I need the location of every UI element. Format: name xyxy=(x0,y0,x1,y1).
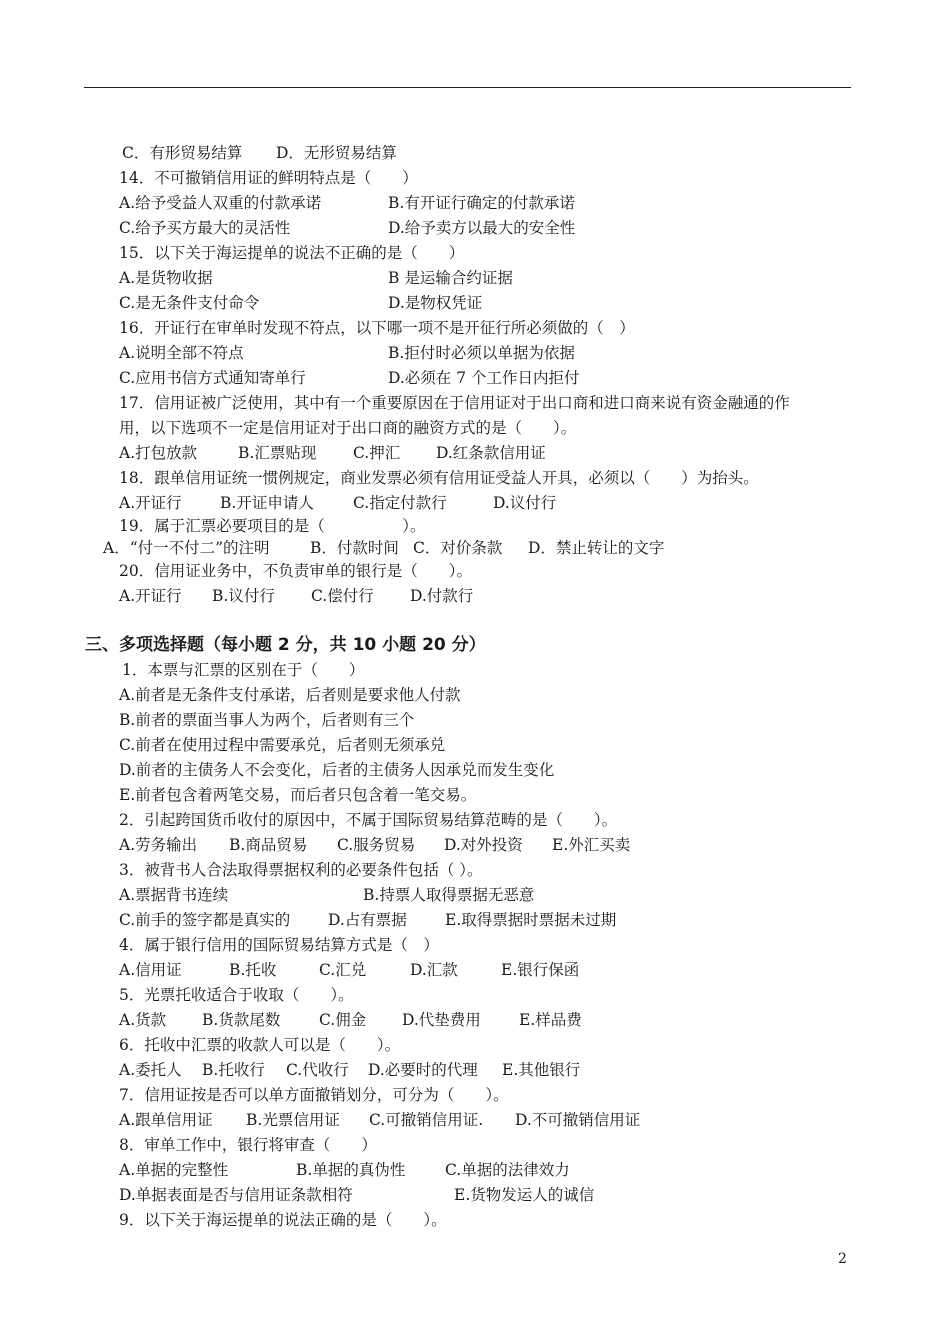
mq4-options-3: C.汇兑 xyxy=(319,961,367,979)
q13-options-cd-2: D．无形贸易结算 xyxy=(276,144,397,162)
q18-options-2: B.开证申请人 xyxy=(220,494,314,512)
mq2-stem: 2．引起跨国货币收付的原因中，不属于国际贸易结算范畴的是（ ）。 xyxy=(119,811,618,829)
mq6-options-1: A.委托人 xyxy=(119,1061,182,1079)
q20-stem: 20．信用证业务中，不负责审单的银行是（ ）。 xyxy=(119,562,472,580)
mq2-options-5: E.外汇买卖 xyxy=(552,836,631,854)
q16-options-cd-1: C.应用书信方式通知寄单行 xyxy=(119,369,306,387)
mq5-options-1: A.货款 xyxy=(119,1011,167,1029)
q18-options-1: A.开证行 xyxy=(119,494,182,512)
mq4-stem: 4．属于银行信用的国际贸易结算方式是（ ） xyxy=(119,936,439,954)
q20-options-4: D.付款行 xyxy=(410,587,474,605)
q18-stem: 18．跟单信用证统一惯例规定，商业发票必须有信用证受益人开具，必须以（ ）为抬头。 xyxy=(119,469,759,487)
q19-options-4: D．禁止转让的文字 xyxy=(528,539,665,557)
header-rule xyxy=(84,87,851,88)
mq3-options-ab-1: A.票据背书连续 xyxy=(119,886,229,904)
mq1-option-a: A.前者是无条件支付承诺，后者则是要求他人付款 xyxy=(119,686,461,704)
q16-options-ab-1: A.说明全部不符点 xyxy=(119,344,244,362)
mq1-option-b: B.前者的票面当事人为两个，后者则有三个 xyxy=(119,711,415,729)
q17-stem-line1: 17．信用证被广泛使用，其中有一个重要原因在于信用证对于出口商和进口商来说有资金融通的作 xyxy=(119,394,790,412)
q17-stem-line2: 用，以下选项不一定是信用证对于出口商的融资方式的是（ ）。 xyxy=(119,419,577,437)
q16-options-cd-2: D.必须在 7 个工作日内拒付 xyxy=(388,369,580,387)
mq8-options-de-1: D.单据表面是否与信用证条款相符 xyxy=(119,1186,353,1204)
mq7-stem: 7．信用证按是否可以单方面撤销划分，可分为（ ）。 xyxy=(119,1086,509,1104)
q19-options-2: B．付款时间 xyxy=(310,539,399,557)
q14-options-cd-1: C.给予买方最大的灵活性 xyxy=(119,219,291,237)
mq4-options-5: E.银行保函 xyxy=(501,961,580,979)
mq6-options-5: E.其他银行 xyxy=(502,1061,581,1079)
mq6-options-2: B.托收行 xyxy=(202,1061,265,1079)
q15-options-cd-2: D.是物权凭证 xyxy=(388,294,483,312)
q15-options-ab-1: A.是货物收据 xyxy=(119,269,213,287)
q20-options-1: A.开证行 xyxy=(119,587,182,605)
q16-options-ab-2: B.拒付时必须以单据为依据 xyxy=(388,344,575,362)
q18-options-4: D.议付行 xyxy=(493,494,557,512)
mq8-options-abc-2: B.单据的真伪性 xyxy=(296,1161,406,1179)
q15-options-cd-1: C.是无条件支付命令 xyxy=(119,294,260,312)
q13-options-cd-1: C．有形贸易结算 xyxy=(122,144,243,162)
q14-options-ab-1: A.给予受益人双重的付款承诺 xyxy=(119,194,322,212)
mq7-options-1: A.跟单信用证 xyxy=(119,1111,213,1129)
mq7-options-4: D.不可撤销信用证 xyxy=(515,1111,641,1129)
q14-options-cd-2: D.给予卖方以最大的安全性 xyxy=(388,219,576,237)
mq4-options-2: B.托收 xyxy=(229,961,277,979)
mq4-options-4: D.汇款 xyxy=(410,961,458,979)
mq3-options-cde-3: E.取得票据时票据未过期 xyxy=(445,911,617,929)
q15-options-ab-2: B 是运输合约证据 xyxy=(388,269,513,287)
q19-options-1: A．“付一不付二”的注明 xyxy=(103,539,270,557)
mq2-options-4: D.对外投资 xyxy=(444,836,523,854)
mq2-options-3: C.服务贸易 xyxy=(337,836,416,854)
mq5-options-2: B.货款尾数 xyxy=(202,1011,281,1029)
q14-stem: 14．不可撤销信用证的鲜明特点是（ ） xyxy=(119,169,418,187)
mq1-stem: 1．本票与汇票的区别在于（ ） xyxy=(122,661,365,679)
mq5-stem: 5．光票托收适合于收取（ ）。 xyxy=(119,986,354,1004)
mq1-option-d: D.前者的主债务人不会变化，后者的主债务人因承兑而发生变化 xyxy=(119,761,555,779)
q17-options-2: B.汇票贴现 xyxy=(238,444,317,462)
mq3-options-ab-2: B.持票人取得票据无恶意 xyxy=(363,886,535,904)
mq6-stem: 6．托收中汇票的收款人可以是（ ）。 xyxy=(119,1036,401,1054)
mq1-option-e: E.前者包含着两笔交易，而后者只包含着一笔交易。 xyxy=(119,786,477,804)
q15-stem: 15．以下关于海运提单的说法不正确的是（ ） xyxy=(119,244,465,262)
mq8-options-abc-3: C.单据的法律效力 xyxy=(445,1161,570,1179)
mq7-options-3: C.可撤销信用证. xyxy=(369,1111,484,1129)
mq8-stem: 8．审单工作中，银行将审查（ ） xyxy=(119,1136,377,1154)
mq5-options-3: C.佣金 xyxy=(319,1011,367,1029)
mq6-options-4: D.必要时的代理 xyxy=(368,1061,478,1079)
mq6-options-3: C.代收行 xyxy=(286,1061,349,1079)
q18-options-3: C.指定付款行 xyxy=(353,494,447,512)
section3-heading: 三、多项选择题（每小题 2 分，共 10 小题 20 分） xyxy=(85,635,486,655)
mq3-options-cde-1: C.前手的签字都是真实的 xyxy=(119,911,291,929)
q20-options-3: C.偿付行 xyxy=(311,587,374,605)
mq3-stem: 3．被背书人合法取得票据权利的必要条件包括（ ）。 xyxy=(119,861,483,879)
q14-options-ab-2: B.有开证行确定的付款承诺 xyxy=(388,194,575,212)
page-number: 2 xyxy=(838,1251,847,1267)
mq3-options-cde-2: D.占有票据 xyxy=(328,911,407,929)
q17-options-1: A.打包放款 xyxy=(119,444,198,462)
mq1-option-c: C.前者在使用过程中需要承兑，后者则无须承兑 xyxy=(119,736,446,754)
mq5-options-5: E.样品费 xyxy=(519,1011,582,1029)
q19-options-3: C．对价条款 xyxy=(413,539,503,557)
mq8-options-de-2: E.货物发运人的诚信 xyxy=(454,1186,595,1204)
mq2-options-1: A.劳务输出 xyxy=(119,836,198,854)
mq8-options-abc-1: A.单据的完整性 xyxy=(119,1161,229,1179)
mq4-options-1: A.信用证 xyxy=(119,961,182,979)
q17-options-3: C.押汇 xyxy=(353,444,401,462)
mq2-options-2: B.商品贸易 xyxy=(229,836,308,854)
mq5-options-4: D.代垫费用 xyxy=(402,1011,481,1029)
q19-stem: 19．属于汇票必要项目的是（ ）。 xyxy=(119,517,426,535)
mq7-options-2: B.光票信用证 xyxy=(246,1111,340,1129)
q20-options-2: B.议付行 xyxy=(212,587,275,605)
mq9-stem: 9．以下关于海运提单的说法正确的是（ ）。 xyxy=(119,1211,447,1229)
q17-options-4: D.红条款信用证 xyxy=(436,444,546,462)
q16-stem: 16．开证行在审单时发现不符点，以下哪一项不是开征行所必须做的（ ） xyxy=(119,319,635,337)
